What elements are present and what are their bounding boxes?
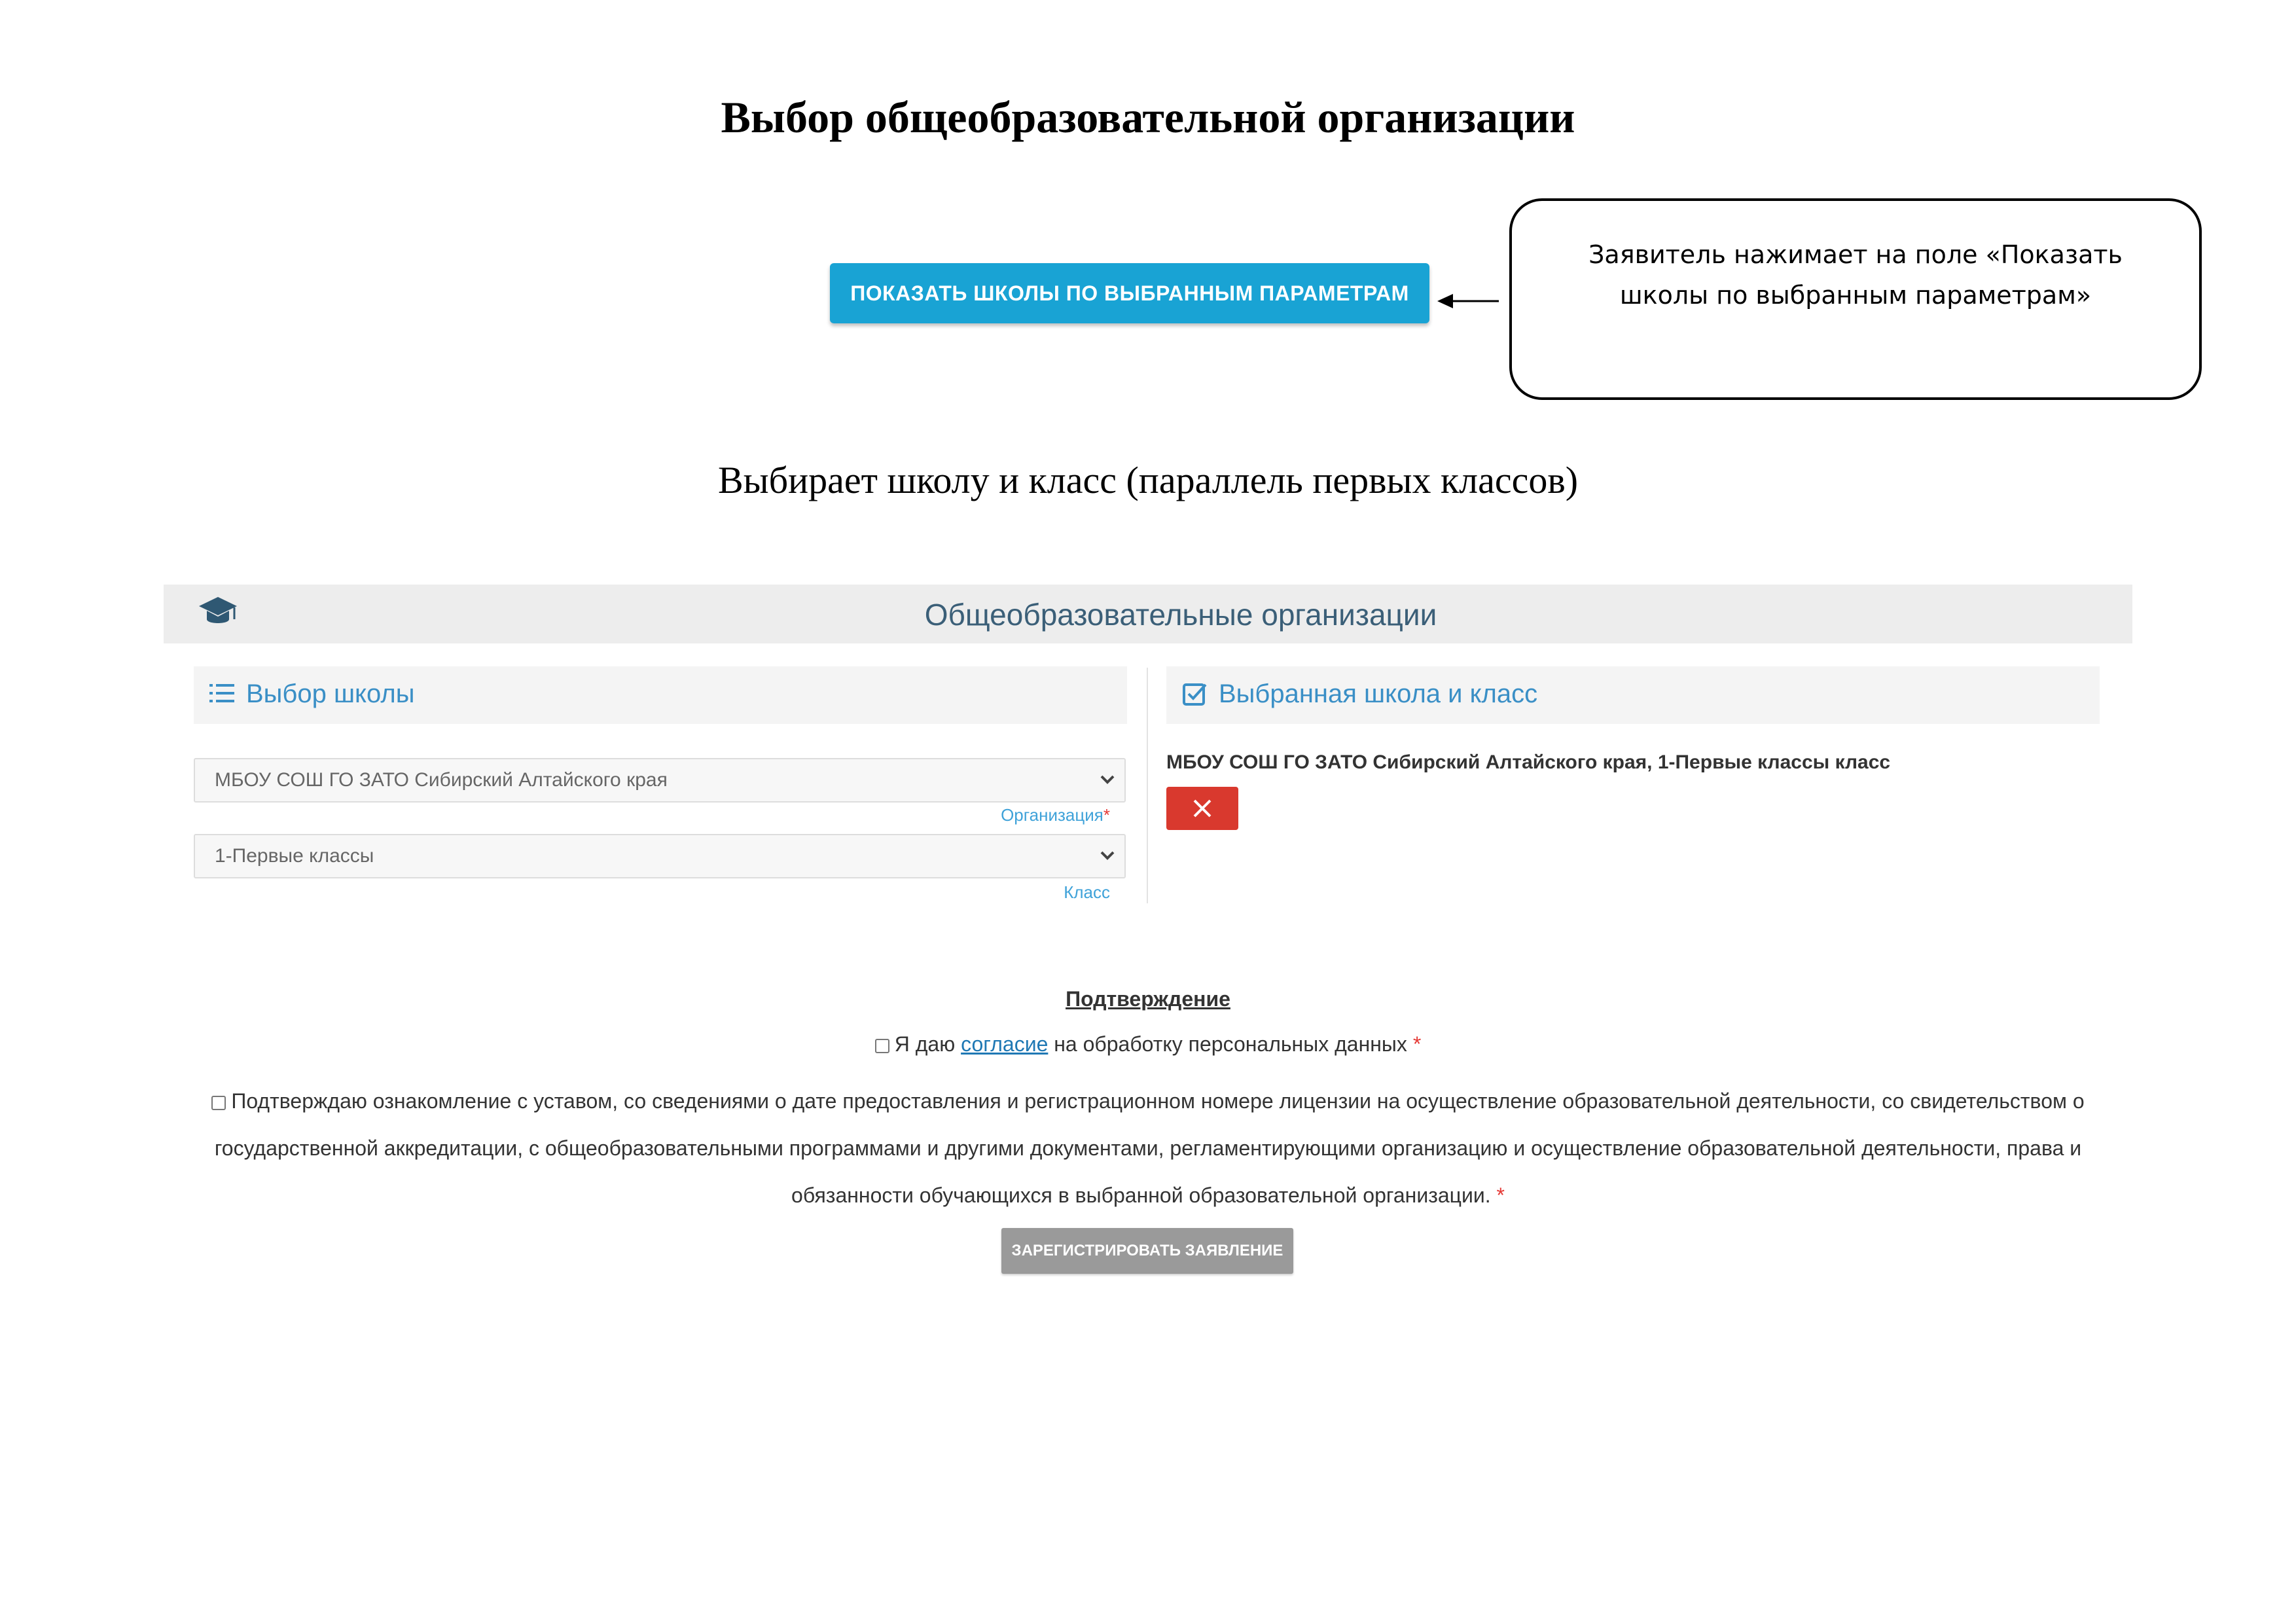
organization-label-text: Организация (1001, 805, 1103, 825)
document-title: Выбор общеобразовательной организации (721, 92, 1575, 142)
callout-line-1: Заявитель нажимает на поле «Показать (1588, 240, 2123, 269)
charter-text: Подтверждаю ознакомление с уставом, со сведениями о дате предоставления и регистрационном номере лицензии на осуществление образовательной деятельности, со свидетельством о государственной аккредитации, с общеобразовательными программами и другими документами, регламентирующими организацию и осуществление образовательной деятельности, права и обязанности обучающихся в выбранной образовательной организации. (214, 1089, 2085, 1207)
consent-prefix: Я даю (894, 1032, 956, 1056)
chevron-down-icon (1100, 774, 1115, 785)
required-mark: * (1496, 1183, 1505, 1207)
close-icon (1193, 799, 1212, 818)
chevron-down-icon (1100, 850, 1115, 861)
organization-label (851, 805, 1110, 825)
class-select[interactable] (194, 834, 1126, 878)
consent-link[interactable]: согласие (961, 1032, 1049, 1056)
selected-school-class: МБОУ СОШ ГО ЗАТО Сибирский Алтайского края, 1-Первые классы класс (1166, 751, 1891, 773)
organization-select-value: МБОУ СОШ ГО ЗАТО Сибирский Алтайского края (215, 769, 668, 791)
remove-selection-button[interactable] (1166, 787, 1238, 830)
consent-row (0, 1032, 2296, 1056)
class-select-value: 1-Первые классы (215, 845, 374, 867)
callout-text (1525, 234, 2186, 316)
charter-checkbox[interactable] (211, 1096, 226, 1110)
arrow-left-icon (1437, 292, 1500, 310)
app-header-title: Общеобразовательные организации (924, 598, 1437, 632)
class-label: Класс (1064, 882, 1110, 902)
document-subtitle: Выбирает школу и класс (параллель первых классов) (717, 459, 1579, 501)
organization-select[interactable] (194, 758, 1126, 803)
school-selection-title: Выбор школы (246, 679, 415, 708)
required-mark: * (1412, 1032, 1422, 1056)
confirmation-title: Подтверждение (1066, 987, 1230, 1011)
charter-acknowledgement (194, 1077, 2102, 1219)
callout-line-2: школы по выбранным параметрам» (1619, 281, 2092, 310)
required-mark: * (1103, 805, 1110, 825)
checkbox-icon (1182, 681, 1208, 707)
selected-school-title: Выбранная школа и класс (1219, 679, 1538, 708)
consent-checkbox[interactable] (875, 1039, 889, 1053)
list-icon (209, 682, 234, 704)
consent-suffix: на обработку персональных данных (1054, 1032, 1407, 1056)
register-application-button[interactable]: ЗАРЕГИСТРИРОВАТЬ ЗАЯВЛЕНИЕ (1001, 1228, 1293, 1274)
show-schools-button[interactable]: ПОКАЗАТЬ ШКОЛЫ ПО ВЫБРАННЫМ ПАРАМЕТРАМ (830, 263, 1429, 323)
panel-divider (1147, 668, 1148, 903)
